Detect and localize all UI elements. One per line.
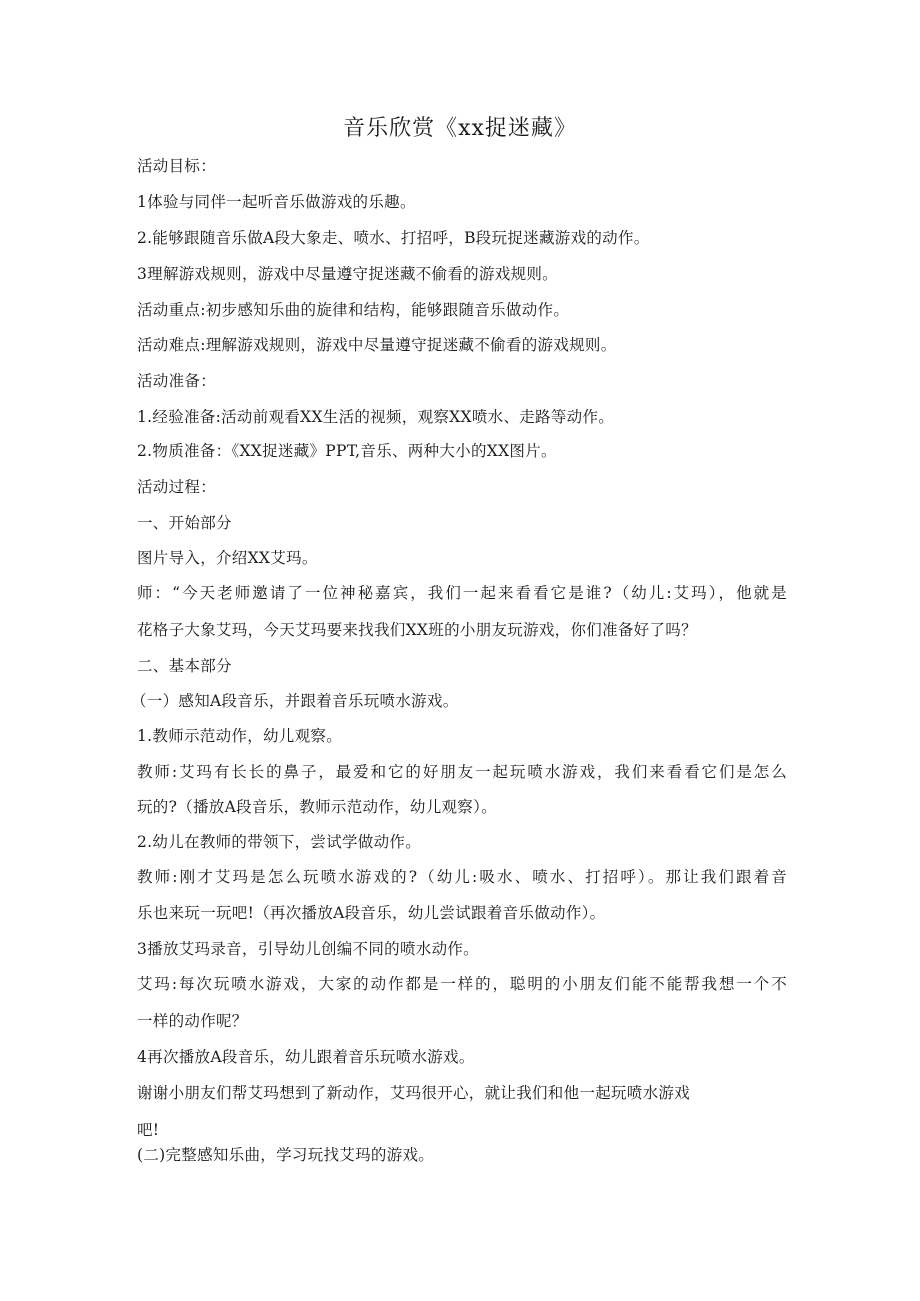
text-line: 活动重点:初步感知乐曲的旋律和结构，能够跟随音乐做动作。 [137,301,570,319]
text-line: 2.能够跟随音乐做A段大象走、喷水、打招呼，B段玩捉迷藏游戏的动作。 [137,229,650,247]
text-line: 教师:刚才艾玛是怎么玩喷水游戏的?（幼儿:吸水、喷水、打招呼）。那让我们跟着音 [137,868,787,886]
text-line: 玩的?（播放A段音乐，教师示范动作，幼儿观察）。 [137,798,497,816]
text-line: 活动难点:理解游戏规则，游戏中尽量遵守捉迷藏不偷看的游戏规则。 [137,336,617,354]
text-line: 4再次播放A段音乐，幼儿跟着音乐玩喷水游戏。 [137,1048,475,1066]
text-line: 图片导入，介绍XX艾玛。 [137,549,318,567]
text-line: 一样的动作呢？ [137,1012,248,1030]
text-line: 乐也来玩一玩吧!（再次播放A段音乐，幼儿尝试跟着音乐做动作）。 [137,904,606,922]
text-line: 2.物质准备：《XX捉迷藏》PPT,音乐、两种大小的XX图片。 [137,442,557,460]
text-line: 花格子大象艾玛，今天艾玛要来找我们XX班的小朋友玩游戏，你们准备好了吗？ [137,621,697,639]
text-line: (二)完整感知乐曲，学习玩找艾玛的游戏。 [137,1146,435,1164]
document-title: 音乐欣赏《xx捉迷藏》 [343,116,577,141]
text-line: 一、开始部分 [137,514,232,532]
text-line: 2.幼儿在教师的带领下，尝试学做动作。 [137,833,421,851]
text-line: 1体验与同伴一起听音乐做游戏的乐趣。 [137,193,416,211]
text-line: 活动目标： [137,157,217,175]
text-line: 3理解游戏规则，游戏中尽量遵守捉迷藏不偷看的游戏规则。 [137,265,558,283]
text-line: 1.教师示范动作，幼儿观察。 [137,727,342,745]
text-line: 活动准备： [137,372,217,390]
text-line: 教师:艾玛有长长的鼻子，最爱和它的好朋友一起玩喷水游戏，我们来看看它们是怎么 [137,763,787,781]
text-line: 谢谢小朋友们帮艾玛想到了新动作，艾玛很开心，就让我们和他一起玩喷水游戏 [137,1084,691,1102]
text-line: 活动过程： [137,478,217,496]
text-line: 二、基本部分 [137,657,232,675]
text-line: 师：“今天老师邀请了一位神秘嘉宾，我们一起来看看它是谁?（幼儿:艾玛），他就是 [137,584,787,602]
text-line: 吧! [137,1121,160,1139]
text-line: 3播放艾玛录音，引导幼儿创编不同的喷水动作。 [137,940,479,958]
text-line: 艾玛:每次玩喷水游戏，大家的动作都是一样的，聪明的小朋友们能不能帮我想一个不 [137,975,787,993]
text-line: 1.经验准备:活动前观看XX生活的视频，观察XX喷水、走路等动作。 [137,408,615,426]
text-line: （一）感知A段音乐，并跟着音乐玩喷水游戏。 [131,692,459,710]
